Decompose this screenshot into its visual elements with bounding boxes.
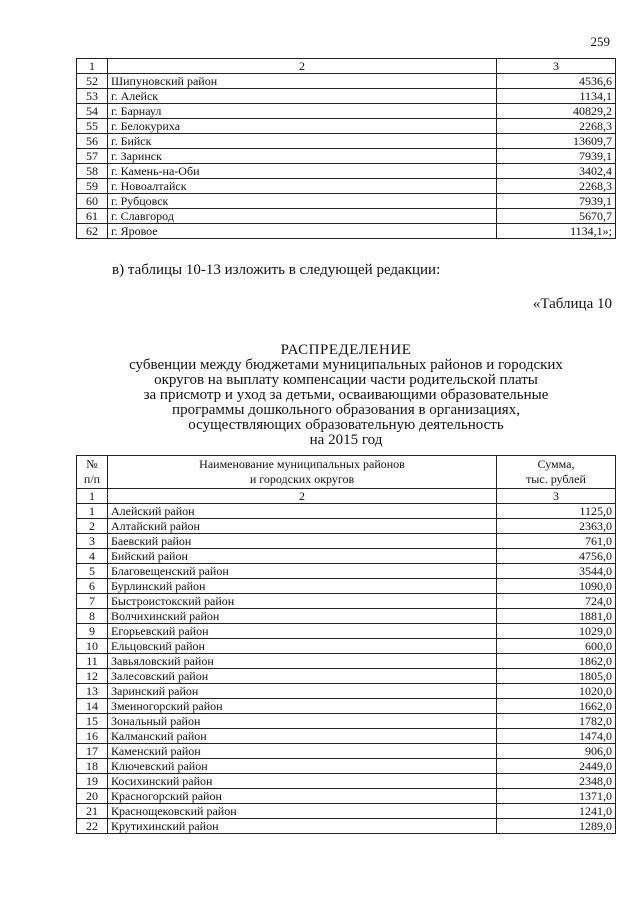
row-number: 12: [77, 669, 108, 684]
table-row: [77, 819, 616, 834]
table-row: [77, 504, 616, 519]
row-sum: 1289,0: [497, 819, 616, 834]
row-name: Бийский район: [108, 549, 497, 564]
header-line: №: [86, 457, 98, 471]
row-name: Завьяловский район: [108, 654, 497, 669]
row-number: 11: [77, 654, 108, 669]
row-sum: 2268,3: [497, 179, 616, 194]
row-name: г. Рубцовск: [108, 194, 497, 209]
row-name: Калманский район: [108, 729, 497, 744]
table-row: [77, 804, 616, 819]
table-row: [77, 609, 616, 624]
header-name: [108, 456, 497, 489]
row-name: г. Барнаул: [108, 104, 497, 119]
row-sum: 1241,0: [497, 804, 616, 819]
row-sum: 1125,0: [497, 504, 616, 519]
row-sum: 1029,0: [497, 624, 616, 639]
row-number: 1: [77, 504, 108, 519]
table-row: [77, 119, 616, 134]
row-sum: 4536,6: [497, 74, 616, 89]
header-number: [77, 456, 108, 489]
index-cell: 3: [497, 489, 616, 504]
index-cell: 2: [108, 59, 497, 74]
row-name: Краснощековский район: [108, 804, 497, 819]
row-number: 60: [77, 194, 108, 209]
row-sum: 1134,1: [497, 89, 616, 104]
row-name: Баевский район: [108, 534, 497, 549]
heading-line: субвенции между бюджетами муниципальных районов и городских: [129, 357, 563, 373]
page-number: 259: [590, 34, 610, 49]
row-name: Красногорский район: [108, 789, 497, 804]
row-number: 14: [77, 699, 108, 714]
row-number: 22: [77, 819, 108, 834]
header-line: п/п: [83, 472, 101, 486]
index-cell: 1: [77, 489, 108, 504]
row-sum: 1862,0: [497, 654, 616, 669]
row-name: Благовещенский район: [108, 564, 497, 579]
row-sum: 1371,0: [497, 789, 616, 804]
row-number: 19: [77, 774, 108, 789]
row-sum: 724,0: [497, 594, 616, 609]
row-name: Залесовский район: [108, 669, 497, 684]
index-cell: 2: [108, 489, 497, 504]
row-sum: 2268,3: [497, 119, 616, 134]
row-number: 6: [77, 579, 108, 594]
row-sum: 1805,0: [497, 669, 616, 684]
table-row: [77, 759, 616, 774]
header-line: тыс. рублей: [526, 472, 586, 486]
row-number: 5: [77, 564, 108, 579]
header-sum: [497, 456, 616, 489]
heading-subtitle: [76, 358, 616, 448]
table-row: [77, 579, 616, 594]
heading-line: программы дошкольного образования в организациях,: [172, 402, 520, 418]
row-sum: 1090,0: [497, 579, 616, 594]
row-number: 8: [77, 609, 108, 624]
row-number: 17: [77, 744, 108, 759]
row-sum: 600,0: [497, 639, 616, 654]
row-name: Алтайский район: [108, 519, 497, 534]
row-name: г. Новоалтайск: [108, 179, 497, 194]
table-row: [77, 74, 616, 89]
table-row: [77, 149, 616, 164]
table-row: [77, 684, 616, 699]
row-number: 54: [77, 104, 108, 119]
row-sum: 1881,0: [497, 609, 616, 624]
row-name: Волчихинский район: [108, 609, 497, 624]
table-row: [77, 654, 616, 669]
row-name: Алейский район: [108, 504, 497, 519]
row-name: Косихинский район: [108, 774, 497, 789]
table-index-row: [77, 59, 616, 74]
table-row: [77, 194, 616, 209]
row-number: 16: [77, 729, 108, 744]
row-name: Ельцовский район: [108, 639, 497, 654]
row-sum: 3402,4: [497, 164, 616, 179]
row-name: Зональный район: [108, 714, 497, 729]
row-number: 55: [77, 119, 108, 134]
row-name: Ключевский район: [108, 759, 497, 774]
row-name: Быстроистокский район: [108, 594, 497, 609]
table-row: [77, 209, 616, 224]
table-row: [77, 179, 616, 194]
table-row: [77, 714, 616, 729]
row-name: Каменский район: [108, 744, 497, 759]
row-sum: 3544,0: [497, 564, 616, 579]
table-index-row: [77, 489, 616, 504]
table-row: [77, 594, 616, 609]
row-name: г. Алейск: [108, 89, 497, 104]
row-number: 3: [77, 534, 108, 549]
heading-line: за присмотр и уход за детьми, осваивающими образовательные: [143, 387, 549, 403]
table-row: [77, 729, 616, 744]
row-sum: 1020,0: [497, 684, 616, 699]
table-row: [77, 669, 616, 684]
row-sum: 7939,1: [497, 149, 616, 164]
row-sum: 1474,0: [497, 729, 616, 744]
row-sum: 2363,0: [497, 519, 616, 534]
row-number: 18: [77, 759, 108, 774]
row-number: 58: [77, 164, 108, 179]
table-header-row: [77, 456, 616, 489]
row-sum: 761,0: [497, 534, 616, 549]
row-sum: 40829,2: [497, 104, 616, 119]
table-row: [77, 104, 616, 119]
table-row: [77, 639, 616, 654]
table-row: [77, 164, 616, 179]
table-row: [77, 789, 616, 804]
row-name: г. Белокуриха: [108, 119, 497, 134]
row-name: Крутихинский район: [108, 819, 497, 834]
row-name: Шипуновский район: [108, 74, 497, 89]
table-row: [77, 564, 616, 579]
table-row: [77, 624, 616, 639]
row-number: 57: [77, 149, 108, 164]
table-row: [77, 744, 616, 759]
heading-line: округов на выплату компенсации части родительской платы: [154, 372, 538, 388]
table-label: «Таблица 10: [532, 296, 612, 312]
amendment-instruction: в) таблицы 10-13 изложить в следующей редакции:: [112, 262, 441, 278]
row-sum: 2348,0: [497, 774, 616, 789]
row-number: 52: [77, 74, 108, 89]
row-number: 13: [77, 684, 108, 699]
index-cell: 3: [497, 59, 616, 74]
row-number: 59: [77, 179, 108, 194]
row-number: 61: [77, 209, 108, 224]
header-line: Сумма,: [537, 457, 575, 471]
row-name: Бурлинский район: [108, 579, 497, 594]
row-name: г. Яровое: [108, 224, 497, 239]
index-cell: 1: [77, 59, 108, 74]
table-row: [77, 89, 616, 104]
heading-title: РАСПРЕДЕЛЕНИЕ: [280, 342, 412, 358]
table-row: [77, 549, 616, 564]
row-number: 9: [77, 624, 108, 639]
row-number: 21: [77, 804, 108, 819]
heading-line: на 2015 год: [309, 432, 383, 448]
row-name: г. Заринск: [108, 149, 497, 164]
row-name: Змеиногорский район: [108, 699, 497, 714]
row-number: 2: [77, 519, 108, 534]
row-name: г. Бийск: [108, 134, 497, 149]
row-sum: 5670,7: [497, 209, 616, 224]
row-name: Заринский район: [108, 684, 497, 699]
table-row: [77, 134, 616, 149]
row-sum: 1134,1»;: [497, 224, 616, 239]
continued-table: [76, 58, 616, 239]
table-row: [77, 774, 616, 789]
row-number: 7: [77, 594, 108, 609]
row-number: 10: [77, 639, 108, 654]
row-name: г. Славгород: [108, 209, 497, 224]
table-row: [77, 699, 616, 714]
row-number: 62: [77, 224, 108, 239]
header-line: и городских округов: [249, 472, 355, 486]
row-sum: 906,0: [497, 744, 616, 759]
row-number: 4: [77, 549, 108, 564]
table-row: [77, 224, 616, 239]
row-name: г. Камень-на-Оби: [108, 164, 497, 179]
row-sum: 1662,0: [497, 699, 616, 714]
row-sum: 13609,7: [497, 134, 616, 149]
row-name: Егорьевский район: [108, 624, 497, 639]
table-row: [77, 519, 616, 534]
row-number: 20: [77, 789, 108, 804]
header-line: Наименование муниципальных районов: [199, 457, 405, 471]
row-number: 15: [77, 714, 108, 729]
row-sum: 4756,0: [497, 549, 616, 564]
row-number: 53: [77, 89, 108, 104]
row-sum: 1782,0: [497, 714, 616, 729]
distribution-table: [76, 455, 616, 834]
heading-line: осуществляющих образовательную деятельность: [188, 417, 504, 433]
table-row: [77, 534, 616, 549]
row-sum: 2449,0: [497, 759, 616, 774]
row-number: 56: [77, 134, 108, 149]
row-sum: 7939,1: [497, 194, 616, 209]
